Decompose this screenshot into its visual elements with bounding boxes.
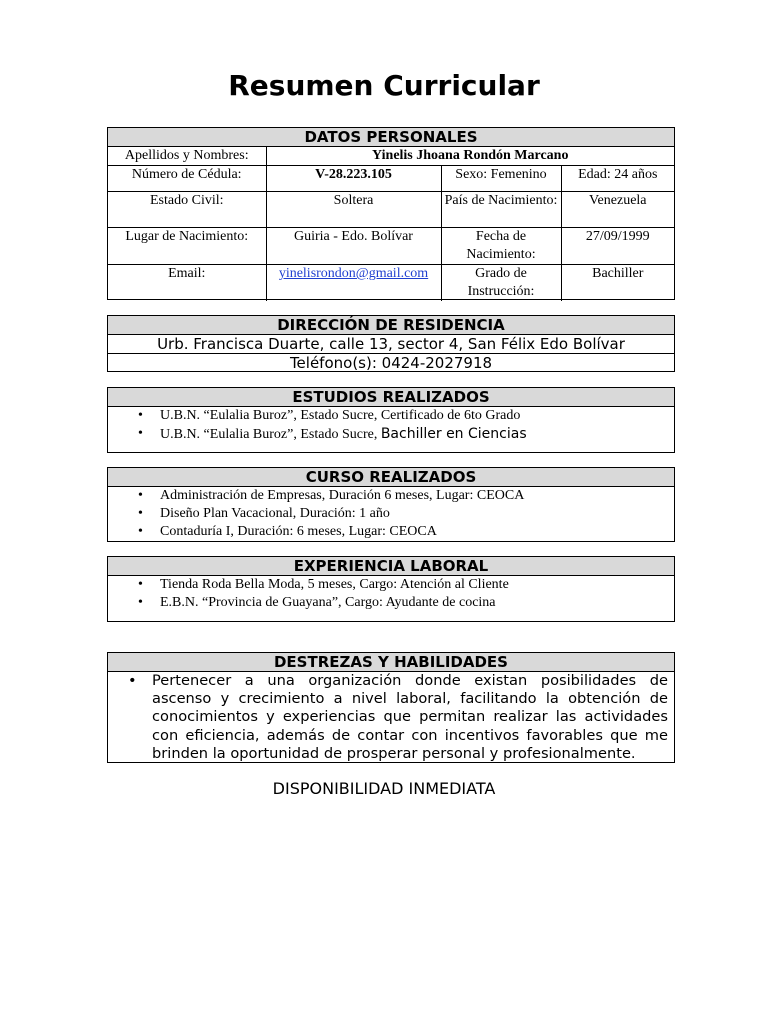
list-item: • E.B.N. “Provincia de Guayana”, Cargo: Ayudante de cocina: [160, 594, 674, 612]
personal-data-table: [108, 147, 674, 301]
document-title: Resumen Curricular: [228, 69, 540, 102]
list-item: • Administración de Empresas, Duración 6 meses, Lugar: CEOCA: [160, 487, 674, 505]
personal-data-section: [107, 127, 675, 300]
list-item: [160, 425, 674, 444]
birthdate-value: 27/09/1999: [561, 228, 674, 265]
id-label: Número de Cédula:: [108, 166, 266, 192]
skills-section: [107, 652, 675, 763]
education-value: Bachiller: [561, 265, 674, 302]
residence-header: DIRECCIÓN DE RESIDENCIA: [108, 316, 674, 335]
sex-value: Sexo: Femenino: [441, 166, 561, 192]
courses-header: CURSO REALIZADOS: [108, 468, 674, 487]
study-item-text: U.B.N. “Eulalia Buroz”, Estado Sucre,: [160, 427, 381, 442]
id-value: V-28.223.105: [266, 166, 441, 192]
residence-phone: Teléfono(s): 0424-2027918: [289, 354, 493, 372]
country-value: Venezuela: [561, 192, 674, 228]
names-label: Apellidos y Nombres:: [108, 147, 266, 166]
courses-section: [107, 467, 675, 542]
birthplace-value: Guiria - Edo. Bolívar: [266, 228, 441, 265]
birthdate-label: Fecha de Nacimiento:: [441, 228, 561, 265]
age-value: Edad: 24 años: [561, 166, 674, 192]
skills-paragraph: • Pertenecer a una organización donde existan posibilidades de ascenso y crecimiento a nivel laboral, facilitando la obtención de conocimientos y experiencias que permitan realizar las actividades con eficiencia, además de contar con incentivos favorables que me brinden la oportunidad de prosperar personal y profesionalmente.: [152, 672, 668, 763]
list-item: • Tienda Roda Bella Moda, 5 meses, Cargo: Atención al Cliente: [160, 576, 674, 594]
experience-header: EXPERIENCIA LABORAL: [108, 557, 674, 576]
study-item-degree: Bachiller en Ciencias: [380, 426, 527, 442]
civil-status-value: Soltera: [266, 192, 441, 228]
personal-data-header: DATOS PERSONALES: [108, 128, 674, 147]
residence-section: [107, 315, 675, 372]
education-label: Grado de Instrucción:: [441, 265, 561, 302]
list-item: • Contaduría I, Duración: 6 meses, Lugar: CEOCA: [160, 523, 674, 541]
email-label: Email:: [108, 265, 266, 302]
list-item: • U.B.N. “Eulalia Buroz”, Estado Sucre, Certificado de 6to Grado: [160, 407, 674, 425]
country-label: País de Nacimiento:: [441, 192, 561, 228]
availability-note: DISPONIBILIDAD INMEDIATA: [272, 779, 496, 798]
skills-header: DESTREZAS Y HABILIDADES: [108, 653, 674, 672]
studies-section: [107, 387, 675, 453]
names-value: Yinelis Jhoana Rondón Marcano: [266, 147, 674, 166]
civil-status-label: Estado Civil:: [108, 192, 266, 228]
experience-section: [107, 556, 675, 622]
studies-header: ESTUDIOS REALIZADOS: [108, 388, 674, 407]
residence-address: Urb. Francisca Duarte, calle 13, sector 4, San Félix Edo Bolívar: [108, 335, 674, 354]
email-link[interactable]: yinelisrondon@gmail.com: [278, 266, 429, 281]
list-item: • Diseño Plan Vacacional, Duración: 1 año: [160, 505, 674, 523]
birthplace-label: Lugar de Nacimiento:: [108, 228, 266, 265]
